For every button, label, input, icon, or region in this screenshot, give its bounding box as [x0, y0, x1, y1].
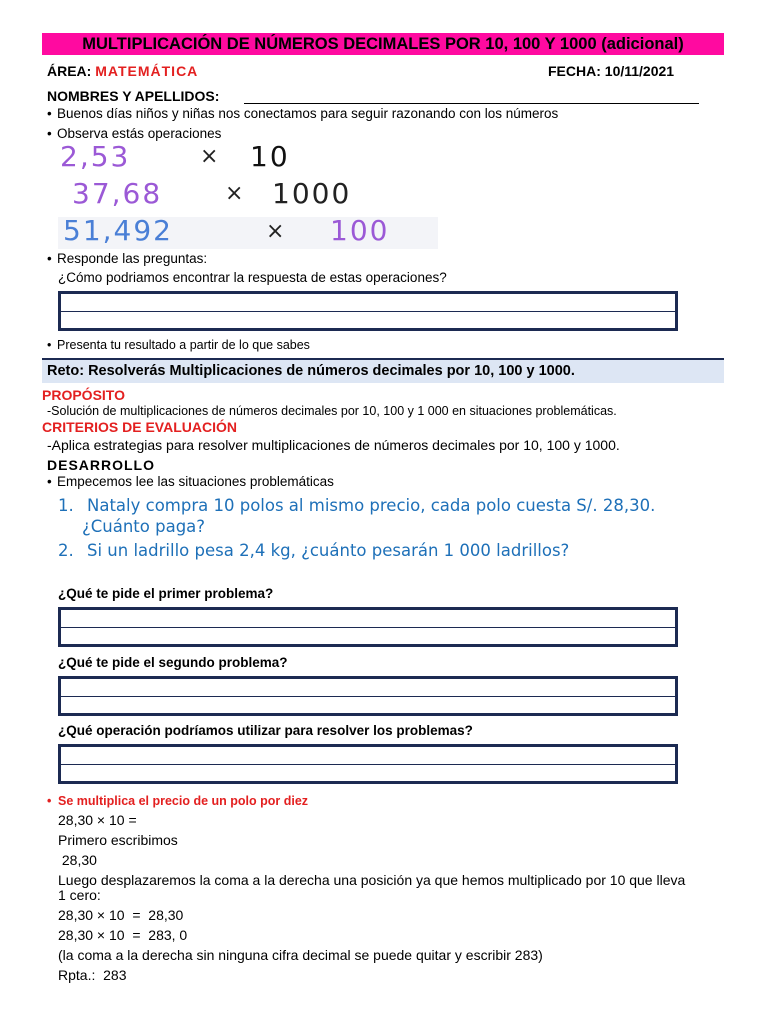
bullet-icon: • [47, 106, 52, 121]
operation-3-number: 51,492 [63, 214, 173, 247]
solution-line-3: 28,30 [58, 852, 97, 868]
bullet-icon: • [47, 251, 52, 266]
intro-question: ¿Cómo podriamos encontrar la respuesta de estas operaciones? [58, 270, 447, 285]
bullet-icon: • [47, 474, 52, 489]
answer-box-2[interactable] [58, 676, 678, 716]
operation-1-number: 2,53 [60, 140, 131, 173]
solution-answer: Rpta.: 283 [58, 967, 127, 983]
problem-1-number: 1. [58, 496, 74, 515]
area-line [47, 63, 198, 79]
bullet-icon: • [47, 338, 52, 352]
question-1: ¿Qué te pide el primer problema? [58, 586, 274, 601]
answer-divider [61, 311, 675, 312]
operation-3-times: × [266, 219, 287, 244]
observe-item [47, 126, 221, 141]
area-label: ÁREA: [47, 63, 92, 79]
solution-line-5: 1 cero: [58, 887, 101, 903]
criterios-text: -Aplica estrategias para resolver multiplicaciones de números decimales por 10, 100 y 1000. [47, 437, 620, 453]
answer-divider [61, 764, 675, 765]
greeting-text: Buenos días niños y niñas nos conectamos para seguir razonando con los números [57, 106, 559, 121]
present-text: Presenta tu resultado a partir de lo que sabes [57, 338, 310, 352]
area-value: MATEMÁTICA [95, 63, 199, 79]
answer-box-intro[interactable] [58, 291, 678, 331]
operation-2-number: 37,68 [72, 177, 163, 210]
bullet-icon: • [47, 794, 52, 808]
present-item [47, 338, 310, 352]
criterios-heading: CRITERIOS DE EVALUACIÓN [42, 419, 237, 435]
operation-3-factor: 100 [330, 214, 390, 247]
solution-line-8: (la coma a la derecha sin ninguna cifra decimal se puede quitar y escribir 283) [58, 947, 543, 963]
bullet-icon: • [47, 126, 52, 141]
fecha-label: FECHA: [548, 63, 601, 79]
answer-box-3[interactable] [58, 744, 678, 784]
problem-1 [58, 496, 655, 515]
respond-item [47, 251, 207, 266]
problem-1-text: Nataly compra 10 polos al mismo precio, cada polo cuesta S/. 28,30. [87, 496, 656, 515]
question-3: ¿Qué operación podríamos utilizar para resolver los problemas? [58, 723, 473, 738]
respond-text: Responde las preguntas: [57, 251, 208, 266]
question-2: ¿Qué te pide el segundo problema? [58, 655, 288, 670]
proposito-text: -Solución de multiplicaciones de números decimales por 10, 100 y 1 000 en situaciones problemáticas. [47, 404, 617, 418]
solution-line-1: 28,30 × 10 = [58, 812, 137, 828]
operation-1-factor: 10 [250, 140, 290, 173]
operation-1-times: × [200, 144, 221, 169]
problem-1-question: ¿Cuánto paga? [82, 517, 206, 536]
answer-box-1[interactable] [58, 607, 678, 647]
answer-divider [61, 696, 675, 697]
problem-2-text: Si un ladrillo pesa 2,4 kg, ¿cuánto pesarán 1 000 ladrillos? [87, 541, 570, 560]
proposito-heading: PROPÓSITO [42, 387, 125, 403]
desarrollo-heading: DESARROLLO [47, 457, 155, 473]
observe-text: Observa estás operaciones [57, 126, 222, 141]
fecha-value: 10/11/2021 [604, 63, 675, 79]
greeting-item [47, 106, 558, 121]
fecha-line [548, 63, 674, 79]
operation-2-times: × [225, 181, 246, 206]
answer-divider [61, 627, 675, 628]
problem-2-number: 2. [58, 541, 74, 560]
solution-line-4: Luego desplazaremos la coma a la derecha una posición ya que hemos multiplicado por 10 que lleva [58, 872, 686, 888]
problem-2 [58, 541, 569, 560]
nombres-label: NOMBRES Y APELLIDOS: [47, 88, 220, 104]
solution-heading-item [47, 794, 308, 808]
operation-2-factor: 1000 [272, 177, 352, 210]
desarrollo-intro-text: Empecemos lee las situaciones problemáticas [57, 474, 334, 489]
solution-line-7: 28,30 × 10 = 283, 0 [58, 927, 188, 943]
desarrollo-intro-item [47, 474, 334, 489]
solution-heading: Se multiplica el precio de un polo por diez [58, 794, 309, 808]
nombres-field[interactable] [244, 103, 699, 104]
page-title: MULTIPLICACIÓN DE NÚMEROS DECIMALES POR 10, 100 Y 1000 (adicional) [42, 33, 724, 55]
solution-line-2: Primero escribimos [58, 832, 178, 848]
solution-line-6: 28,30 × 10 = 28,30 [58, 907, 184, 923]
reto-banner: Reto: Resolverás Multiplicaciones de números decimales por 10, 100 y 1000. [42, 358, 724, 383]
